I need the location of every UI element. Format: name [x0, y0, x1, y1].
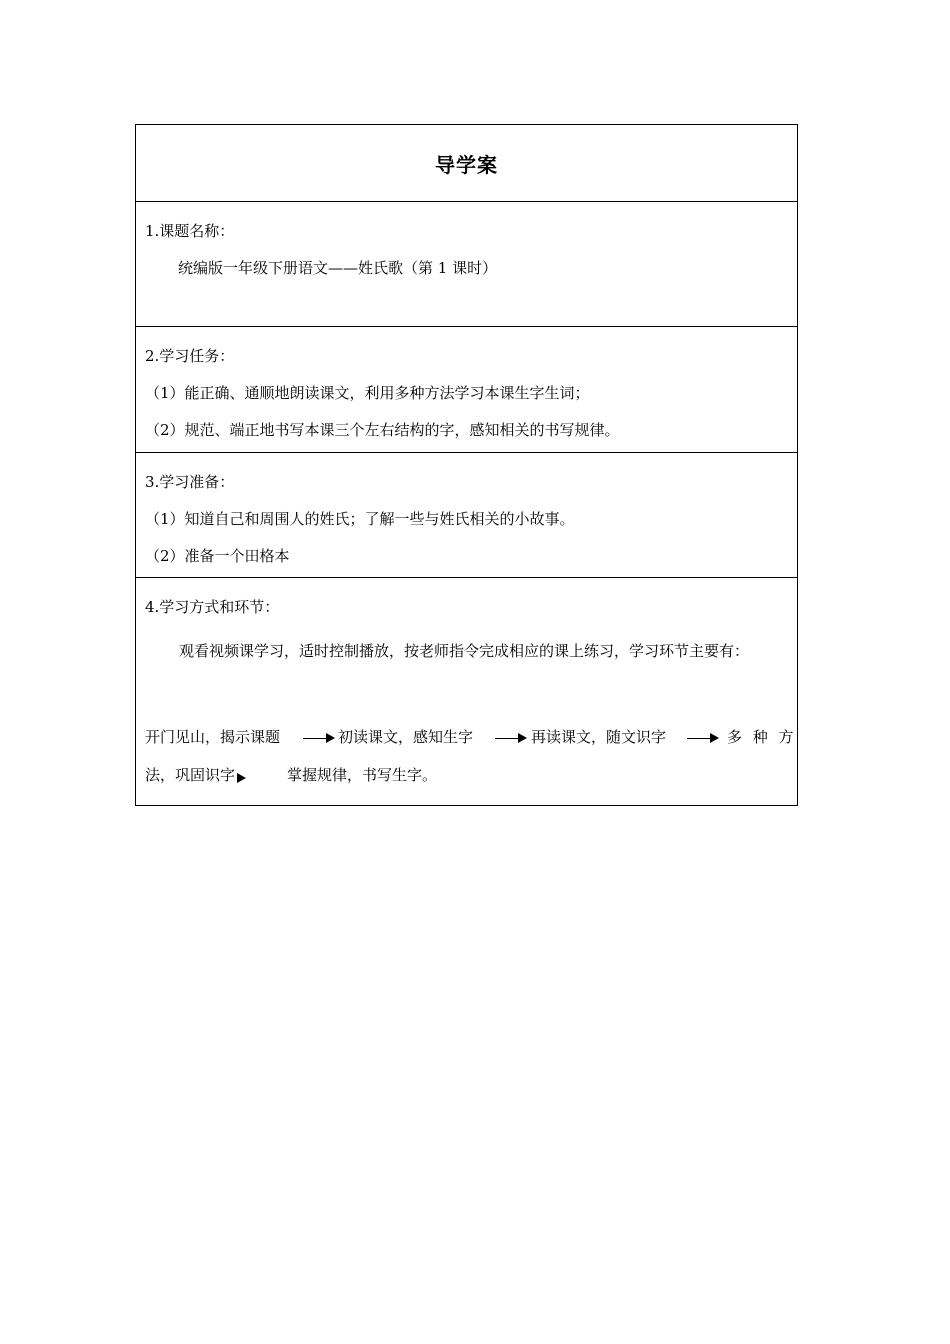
prep-item: （1）知道自己和周围人的姓氏；了解一些与姓氏相关的小故事。: [145, 510, 575, 528]
topic-name: 统编版一年级下册语文——姓氏歌（第 1 课时）: [178, 259, 498, 277]
flow-step: 开门见山，揭示课题: [145, 728, 281, 746]
section-heading: 4.学习方式和环节：: [145, 598, 280, 616]
arrow-right-icon: [303, 732, 335, 744]
section-preparation: [136, 452, 797, 577]
section-tasks: [136, 326, 797, 452]
flow-step: 再读课文，随文识字: [531, 728, 667, 746]
section-heading: 2.学习任务：: [145, 347, 235, 365]
flow-step: 掌握规律，书写生字。: [287, 766, 438, 784]
arrow-right-icon: [687, 732, 719, 744]
arrow-right-icon: [495, 732, 527, 744]
title-row: [136, 125, 797, 201]
guide-table: [135, 124, 798, 806]
document-title: 导学案: [435, 152, 498, 177]
task-item: （1）能正确、通顺地朗读课文，利用多种方法学习本课生字生词；: [145, 384, 590, 402]
section-heading: 3.学习准备：: [145, 473, 235, 491]
flow-step: 多 种 方: [727, 728, 794, 746]
flow-line-2: [145, 764, 788, 788]
flow-line-1: [145, 726, 794, 750]
section-topic: [136, 201, 797, 326]
flow-step: 法，巩固识字: [145, 766, 236, 784]
method-paragraph: 观看视频课学习，适时控制播放，按老师指令完成相应的课上练习，学习环节主要有：: [179, 642, 750, 660]
flow-step: 初读课文，感知生字: [338, 728, 474, 746]
prep-item: （2）准备一个田格本: [145, 547, 290, 565]
section-method: [136, 577, 797, 805]
arrow-right-icon: [237, 772, 251, 784]
task-item: （2）规范、端正地书写本课三个左右结构的字，感知相关的书写规律。: [145, 421, 620, 439]
section-heading: 1.课题名称：: [145, 222, 235, 240]
